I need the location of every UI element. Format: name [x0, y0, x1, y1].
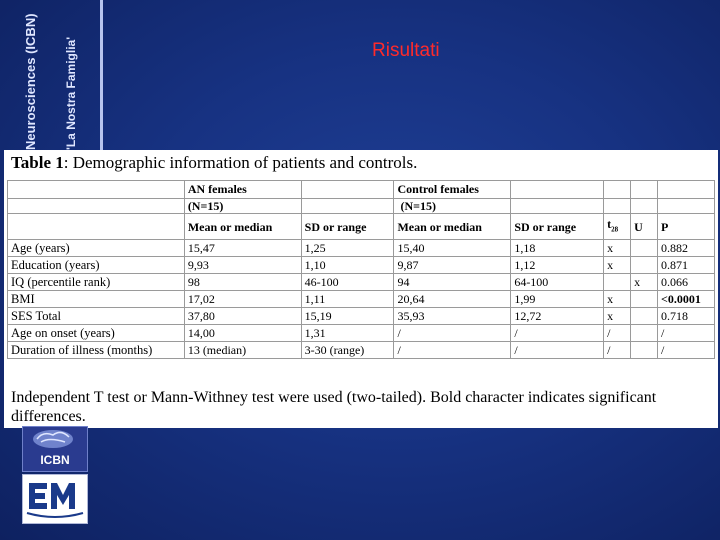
p-cell: 0.882 — [658, 240, 715, 257]
table-header-empty — [301, 199, 394, 214]
table-header-empty — [604, 199, 631, 214]
control-mean-cell: 94 — [394, 274, 511, 291]
results-table-panel — [4, 150, 718, 428]
table-row — [8, 342, 715, 359]
table-header-control-n-text: (N=15) — [400, 199, 436, 213]
table-header-empty — [301, 181, 394, 199]
col-header-an-sd: SD or range — [301, 214, 394, 240]
t-cell: x — [604, 291, 631, 308]
p-cell: / — [658, 342, 715, 359]
col-header-t-df: 28 — [611, 225, 619, 234]
row-label: Age on onset (years) — [8, 325, 185, 342]
slide-title: Risultati — [372, 40, 440, 61]
t-cell: x — [604, 240, 631, 257]
an-mean-cell: 13 (median) — [184, 342, 301, 359]
demographics-table — [7, 180, 715, 359]
table-header-group-row — [8, 181, 715, 199]
brain-icon — [23, 427, 87, 449]
control-mean-cell: / — [394, 325, 511, 342]
an-sd-cell: 3-30 (range) — [301, 342, 394, 359]
p-cell: 0.066 — [658, 274, 715, 291]
table-header-empty — [658, 181, 715, 199]
table-header-empty — [631, 199, 658, 214]
an-mean-cell: 9,93 — [184, 257, 301, 274]
u-cell: x — [631, 274, 658, 291]
table-caption-text: : Demographic information of patients and controls. — [63, 153, 418, 172]
u-cell — [631, 291, 658, 308]
col-header-control-sd: SD or range — [511, 214, 604, 240]
table-header-empty — [658, 199, 715, 214]
p-cell: 0.718 — [658, 308, 715, 325]
table-row — [8, 257, 715, 274]
sidebar-divider — [100, 0, 103, 150]
em-logo-icon — [23, 475, 87, 523]
control-sd-cell: 1,12 — [511, 257, 604, 274]
t-cell: / — [604, 325, 631, 342]
an-mean-cell: 17,02 — [184, 291, 301, 308]
an-sd-cell: 1,31 — [301, 325, 394, 342]
t-cell: x — [604, 257, 631, 274]
table-header-n-row — [8, 199, 715, 214]
control-mean-cell: 20,64 — [394, 291, 511, 308]
table-header-empty — [8, 199, 185, 214]
row-label: IQ (percentile rank) — [8, 274, 185, 291]
table-row — [8, 291, 715, 308]
table-row — [8, 274, 715, 291]
t-cell: x — [604, 308, 631, 325]
an-mean-cell: 14,00 — [184, 325, 301, 342]
an-mean-cell: 98 — [184, 274, 301, 291]
control-mean-cell: 9,87 — [394, 257, 511, 274]
control-mean-cell: 35,93 — [394, 308, 511, 325]
brain-logo — [22, 426, 88, 450]
institute-name-text: Neurosciences (ICBN) — [23, 13, 38, 150]
col-header-u: U — [631, 214, 658, 240]
table-header-columns-row — [8, 214, 715, 240]
table-row — [8, 308, 715, 325]
icbn-logo: ICBN — [22, 448, 88, 472]
control-sd-cell: / — [511, 342, 604, 359]
p-cell: <0.0001 — [658, 291, 715, 308]
control-sd-cell: 12,72 — [511, 308, 604, 325]
t-cell: / — [604, 342, 631, 359]
an-sd-cell: 1,25 — [301, 240, 394, 257]
table-caption-label: Table 1 — [11, 153, 64, 172]
row-label: Age (years) — [8, 240, 185, 257]
table-header-empty — [511, 181, 604, 199]
table-header-empty — [604, 181, 631, 199]
institute-subname-text: 'La Nostra Famiglia' — [64, 36, 78, 150]
u-cell — [631, 308, 658, 325]
t-cell — [604, 274, 631, 291]
row-label: Duration of illness (months) — [8, 342, 185, 359]
row-label: SES Total — [8, 308, 185, 325]
an-mean-cell: 15,47 — [184, 240, 301, 257]
table-row — [8, 240, 715, 257]
col-header-t-letter: t — [607, 217, 612, 231]
p-cell: 0.871 — [658, 257, 715, 274]
control-sd-cell: 1,18 — [511, 240, 604, 257]
u-cell — [631, 325, 658, 342]
col-header-p: P — [658, 214, 715, 240]
control-mean-cell: / — [394, 342, 511, 359]
table-footnote: Independent T test or Mann-Withney test were used (two-tailed). Bold character indicates significant differences. — [11, 389, 657, 425]
table-header-empty — [8, 214, 185, 240]
u-cell — [631, 342, 658, 359]
an-sd-cell: 46-100 — [301, 274, 394, 291]
row-label: Education (years) — [8, 257, 185, 274]
table-header-empty — [8, 181, 185, 199]
control-mean-cell: 15,40 — [394, 240, 511, 257]
control-sd-cell: / — [511, 325, 604, 342]
u-cell — [631, 240, 658, 257]
table-row — [8, 325, 715, 342]
table-header-control-n — [394, 199, 511, 214]
sidebar-branding — [0, 0, 120, 150]
an-sd-cell: 15,19 — [301, 308, 394, 325]
p-cell: / — [658, 325, 715, 342]
col-header-an-mean: Mean or median — [184, 214, 301, 240]
table-caption — [11, 153, 417, 173]
table-body — [8, 240, 715, 359]
control-sd-cell: 1,99 — [511, 291, 604, 308]
em-logo — [22, 474, 88, 524]
u-cell — [631, 257, 658, 274]
col-header-t — [604, 214, 631, 240]
an-sd-cell: 1,11 — [301, 291, 394, 308]
table-header-control-group: Control females — [394, 181, 511, 199]
control-sd-cell: 64-100 — [511, 274, 604, 291]
table-header-an-n: (N=15) — [184, 199, 301, 214]
table-header-empty — [511, 199, 604, 214]
an-mean-cell: 37,80 — [184, 308, 301, 325]
col-header-control-mean: Mean or median — [394, 214, 511, 240]
an-sd-cell: 1,10 — [301, 257, 394, 274]
table-header-an-group: AN females — [184, 181, 301, 199]
table-header-empty — [631, 181, 658, 199]
row-label: BMI — [8, 291, 185, 308]
